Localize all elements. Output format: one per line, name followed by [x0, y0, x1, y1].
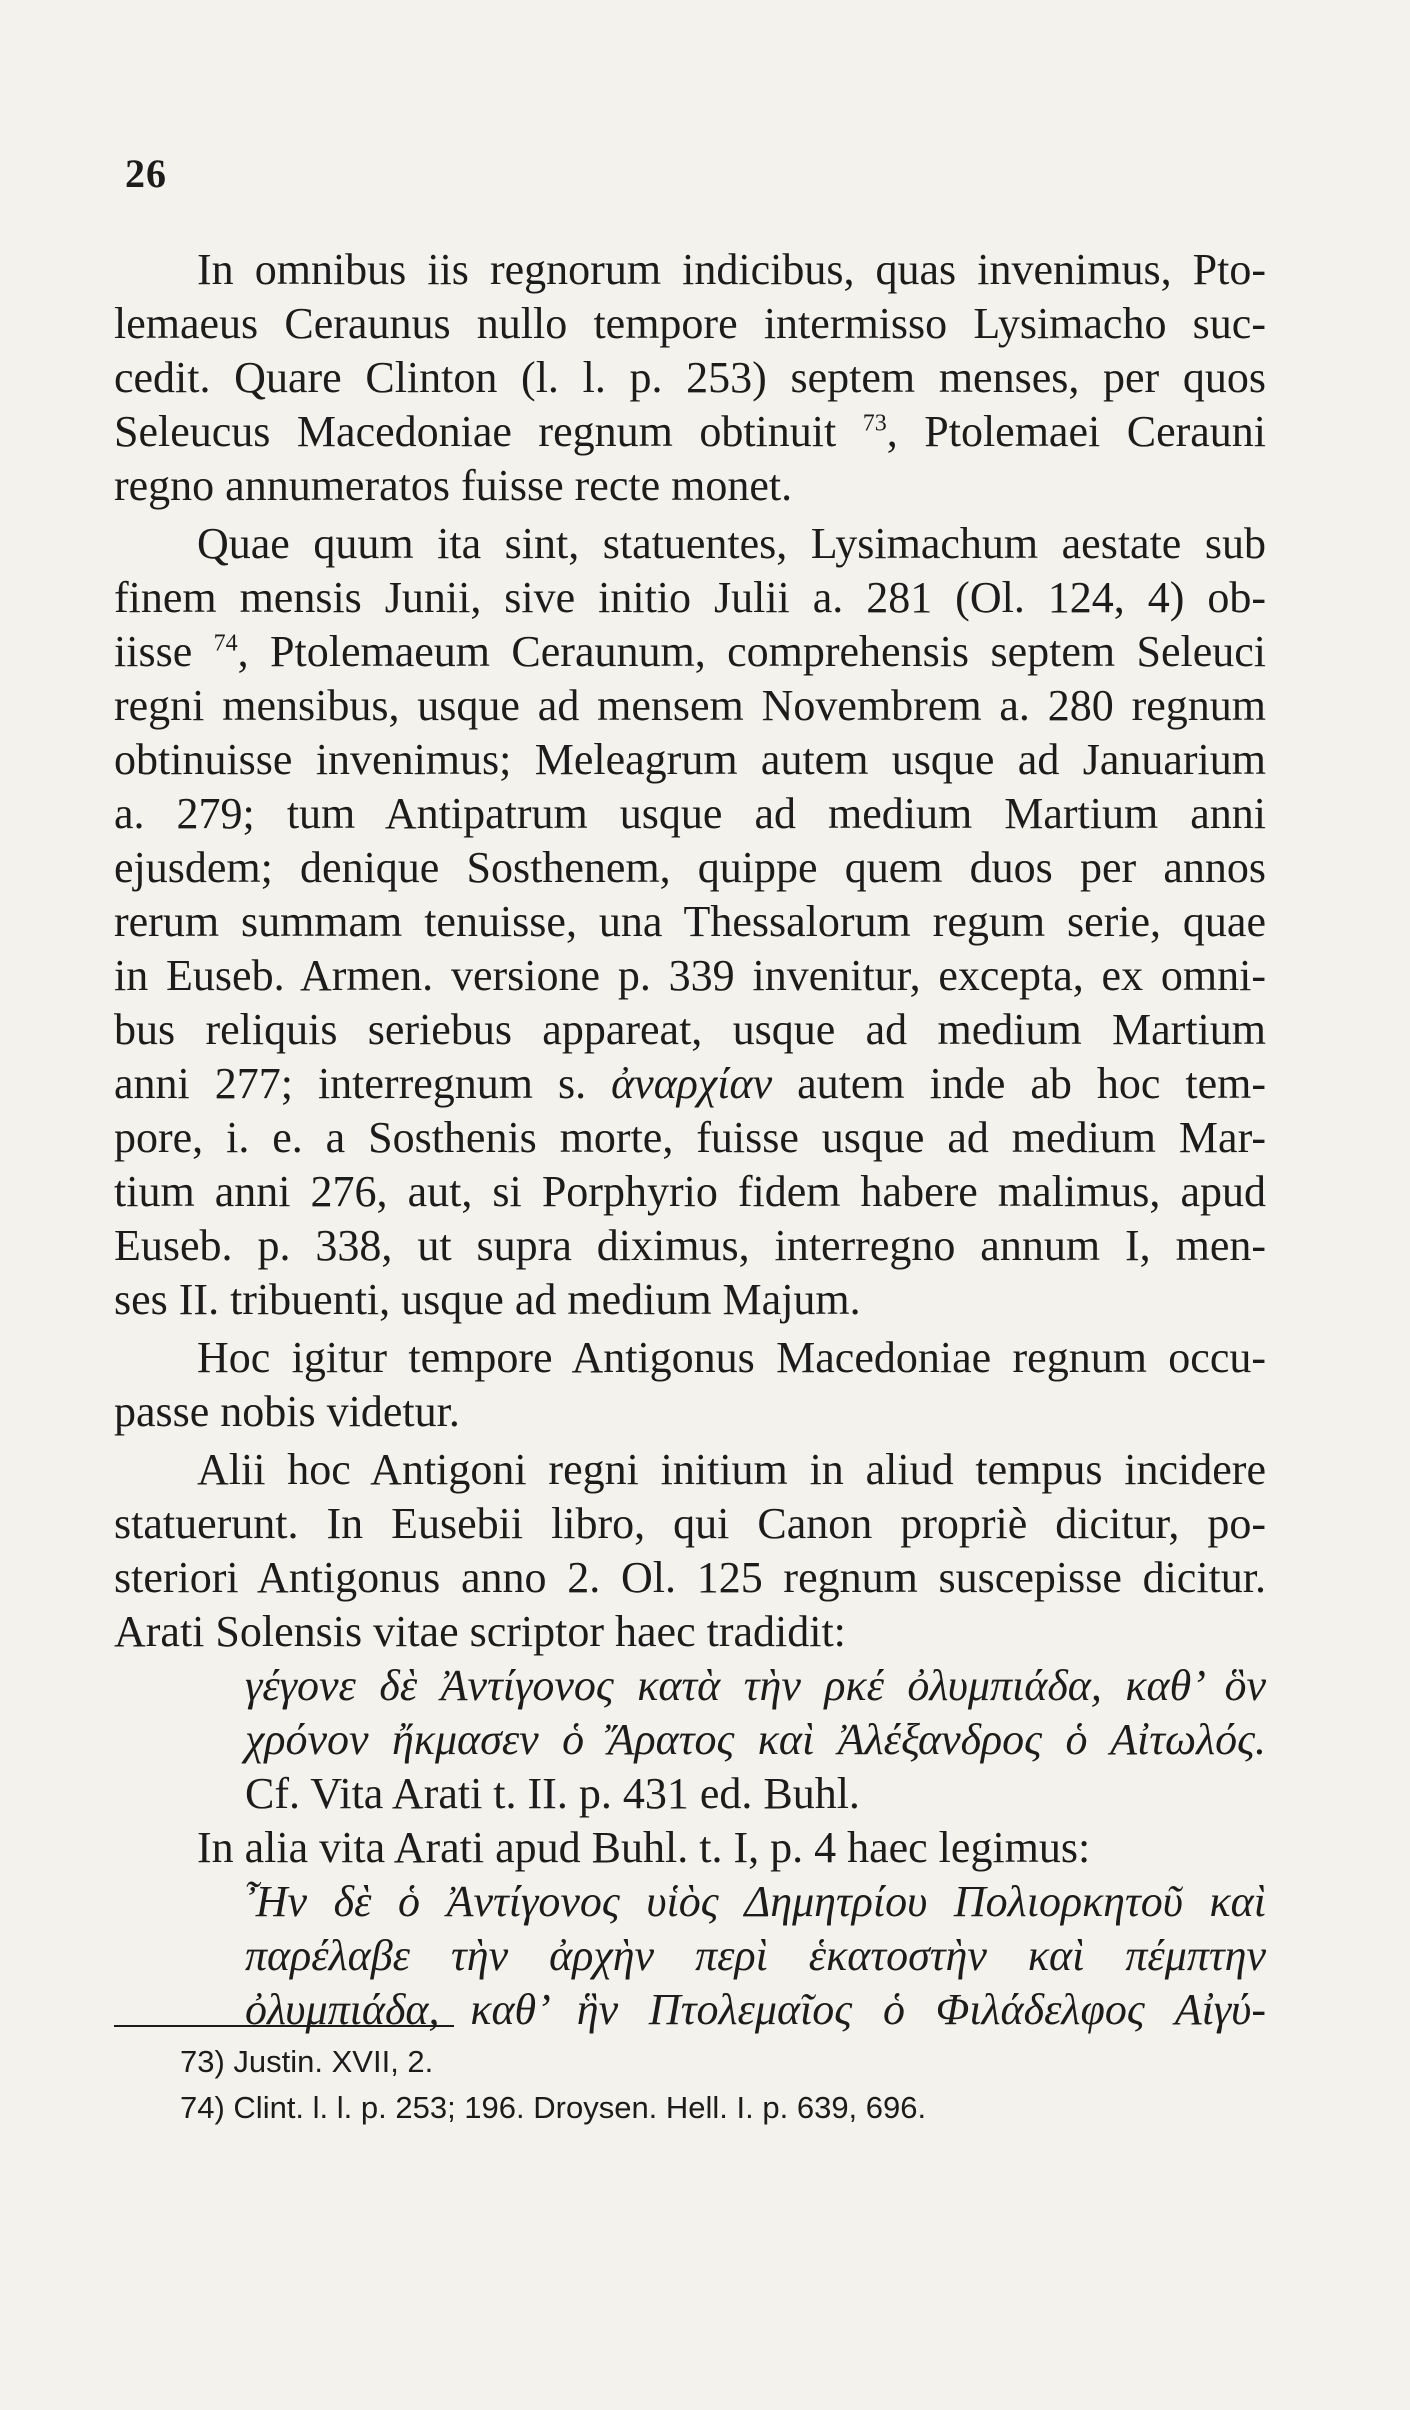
- text-span: anni 277; interregnum s.: [114, 1059, 587, 1108]
- text-line: tium anni 276, aut, si Porphyrio fidem habere malimus, apud: [114, 1167, 1266, 1216]
- text-line: in Euseb. Armen. versione p. 339 invenitur, excepta, ex omni-: [114, 951, 1266, 1000]
- text-line: Hoc igitur tempore Antigonus Macedoniae regnum occu-: [197, 1333, 1266, 1382]
- text-line: a. 279; tum Antipatrum usque ad medium Martium anni: [114, 789, 1266, 838]
- text-span: , Ptolemaei Cerauni: [886, 407, 1267, 456]
- text-line: finem mensis Junii, sive initio Julii a. 281 (Ol. 124, 4) ob-: [114, 573, 1266, 622]
- text-line: In alia vita Arati apud Buhl. t. I, p. 4 haec legimus:: [197, 1823, 1091, 1872]
- text-line: lemaeus Ceraunus nullo tempore intermisso Lysimacho suc-: [114, 299, 1266, 348]
- text-line: passe nobis videtur.: [114, 1387, 460, 1436]
- text-line: rerum summam tenuisse, una Thessalorum regum serie, quae: [114, 897, 1266, 946]
- page-number: 26: [125, 151, 167, 196]
- greek-line: γέγονε δὲ Ἀντίγονος κατὰ τὴν ρκέ ὀλυμπιάδα, καθ’ ὃν: [245, 1661, 1266, 1710]
- text-line: Arati Solensis vitae scriptor haec tradidit:: [114, 1607, 846, 1656]
- text-line: [114, 405, 1266, 459]
- greek-line: ὀλυμπιάδα, καθ’ ἣν Πτολεμαῖος ὁ Φιλάδελφος Αἰγύ-: [245, 1985, 1266, 2034]
- text-line: cedit. Quare Clinton (l. l. p. 253) septem menses, per quos: [114, 353, 1266, 402]
- text-line: In omnibus iis regnorum indicibus, quas invenimus, Pto-: [197, 245, 1266, 294]
- greek-line: Ἦν δὲ ὁ Ἀντίγονος υἱὸς Δημητρίου Πολιορκητοῦ καὶ: [245, 1877, 1266, 1926]
- text-line: bus reliquis seriebus appareat, usque ad medium Martium: [114, 1005, 1266, 1054]
- text-line: [114, 1057, 1266, 1111]
- text-line: [114, 625, 1266, 679]
- greek-word: ἀναρχίαν: [611, 1059, 773, 1108]
- text-line: Alii hoc Antigoni regni initium in aliud tempus incidere: [197, 1445, 1266, 1494]
- text-span: , Ptolemaeum Ceraunum, comprehensis septem Seleuci: [237, 627, 1266, 676]
- text-line: pore, i. e. a Sosthenis morte, fuisse usque ad medium Mar-: [114, 1113, 1266, 1162]
- text-span: autem inde ab hoc tem-: [797, 1059, 1266, 1108]
- text-span: Seleucus Macedoniae regnum obtinuit: [114, 407, 837, 456]
- footnote-ref[interactable]: 73: [862, 410, 887, 437]
- footnote-73: 73) Justin. XVII, 2.: [180, 2044, 434, 2079]
- text-line: Cf. Vita Arati t. II. p. 431 ed. Buhl.: [245, 1769, 860, 1818]
- footnote-ref[interactable]: 74: [213, 630, 238, 657]
- text-line: statuerunt. In Eusebii libro, qui Canon propriè dicitur, po-: [114, 1499, 1266, 1548]
- footnote-divider: [114, 2025, 454, 2027]
- text-line: regno annumeratos fuisse recte monet.: [114, 461, 793, 510]
- text-line: ejusdem; denique Sosthenem, quippe quem duos per annos: [114, 843, 1266, 892]
- footnote-74: 74) Clint. l. l. p. 253; 196. Droysen. Hell. I. p. 639, 696.: [180, 2090, 927, 2125]
- text-line: steriori Antigonus anno 2. Ol. 125 regnum suscepisse dicitur.: [114, 1553, 1266, 1602]
- text-line: Quae quum ita sint, statuentes, Lysimachum aestate sub: [197, 519, 1266, 568]
- text-line: ses II. tribuenti, usque ad medium Majum.: [114, 1275, 861, 1324]
- greek-line: παρέλαβε τὴν ἀρχὴν περὶ ἑκατοστὴν καὶ πέμπτην: [245, 1931, 1266, 1980]
- text-line: obtinuisse invenimus; Meleagrum autem usque ad Januarium: [114, 735, 1266, 784]
- text-line: Euseb. p. 338, ut supra diximus, interregno annum I, men-: [114, 1221, 1266, 1270]
- text-line: regni mensibus, usque ad mensem Novembrem a. 280 regnum: [114, 681, 1266, 730]
- text-span: iisse: [114, 627, 193, 676]
- greek-line: χρόνον ἤκμασεν ὁ Ἄρατος καὶ Ἀλέξανδρος ὁ Αἰτωλός.: [245, 1715, 1266, 1764]
